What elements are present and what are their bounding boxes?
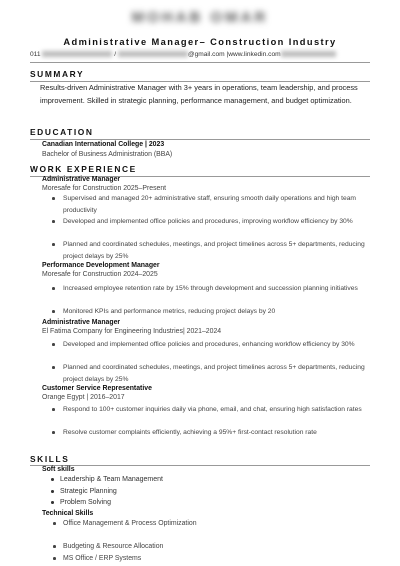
linkedin-redacted [281,51,336,57]
job-bullet: Supervised and managed 20+ administrative staff, ensuring smooth daily operations and high team productivity [63,193,373,216]
job-bullet: Increased employee retention rate by 15% through development and succession planning initiatives [63,283,373,295]
technical-skill-item: Budgeting & Resource Allocation [63,541,223,553]
soft-skill-item: Problem Solving [60,497,260,509]
job-title: Customer Service Representative [42,385,152,392]
job-company: Moresafe for Construction 2024–2025 [42,271,158,278]
phone-redacted [42,51,112,57]
summary-text: Results-driven Administrative Manager with 3+ years in operations, team leadership, and process improvement. Skilled in strategic planning, performance management, and budget optimization. [40,83,358,105]
linkedin-link[interactable]: |www.linkedin.com [226,51,281,58]
job-bullet: Planned and coordinated schedules, meetings, and project timelines across 5+ departments, reducing project delays by 25% [63,239,373,262]
job-company: El Fatima Company for Engineering Industries| 2021–2024 [42,328,222,335]
job-bullet: Planned and coordinated schedules, meetings, and project timelines across 5+ departments, reducing project delays by 25% [63,362,373,385]
soft-skill-item: Leadership & Team Management [60,474,260,486]
contact-separator: / [114,51,117,58]
education-school: Canadian International College | 2023 [42,141,165,148]
email-user-redacted [118,51,188,57]
experience-heading: WORK EXPERIENCE [30,164,137,174]
job-bullet: Developed and implemented office policies and procedures, improving workflow efficiency by 30% [63,216,373,228]
candidate-name: MOHAB OMAR [131,9,269,26]
skills-divider [30,465,370,466]
skills-heading: SKILLS [30,454,70,464]
job-bullet: Developed and implemented office policies and procedures, enhancing workflow efficiency by 30% [63,339,373,351]
soft-skills-heading: Soft skills [42,466,75,473]
job-bullet: Monitored KPIs and performance metrics, reducing project delays by 20 [63,306,373,318]
soft-skill-item: Strategic Planning [60,486,260,498]
education-heading: EDUCATION [30,127,94,137]
job-title: Performance Development Manager [42,262,160,269]
summary-heading: SUMMARY [30,69,85,79]
email-domain[interactable]: @gmail.com [187,51,225,58]
technical-skill-item: MS Office / ERP Systems [63,553,223,565]
phone-prefix: 011 [30,51,41,58]
technical-skills-heading: Technical Skills [42,510,94,517]
job-title: Administrative Manager [42,319,121,326]
contact-line [30,51,375,58]
education-divider [30,139,370,140]
job-bullet: Resolve customer complaints efficiently, achieving a 95%+ first-contact resolution rate [63,427,373,439]
job-title: Administrative Manager [42,176,121,183]
education-degree: Bachelor of Business Administration (BBA) [42,151,173,158]
header-divider [30,62,370,63]
job-bullet: Respond to 100+ customer inquiries daily via phone, email, and chat, ensuring high satisfaction rates [63,404,373,416]
job-headline: Administrative Manager– Construction Industry [63,37,337,47]
job-company: Moresafe for Construction 2025–Present [42,185,167,192]
technical-skill-item: Office Management & Process Optimization [63,518,223,530]
job-company: Orange Egypt | 2016–2017 [42,394,125,401]
